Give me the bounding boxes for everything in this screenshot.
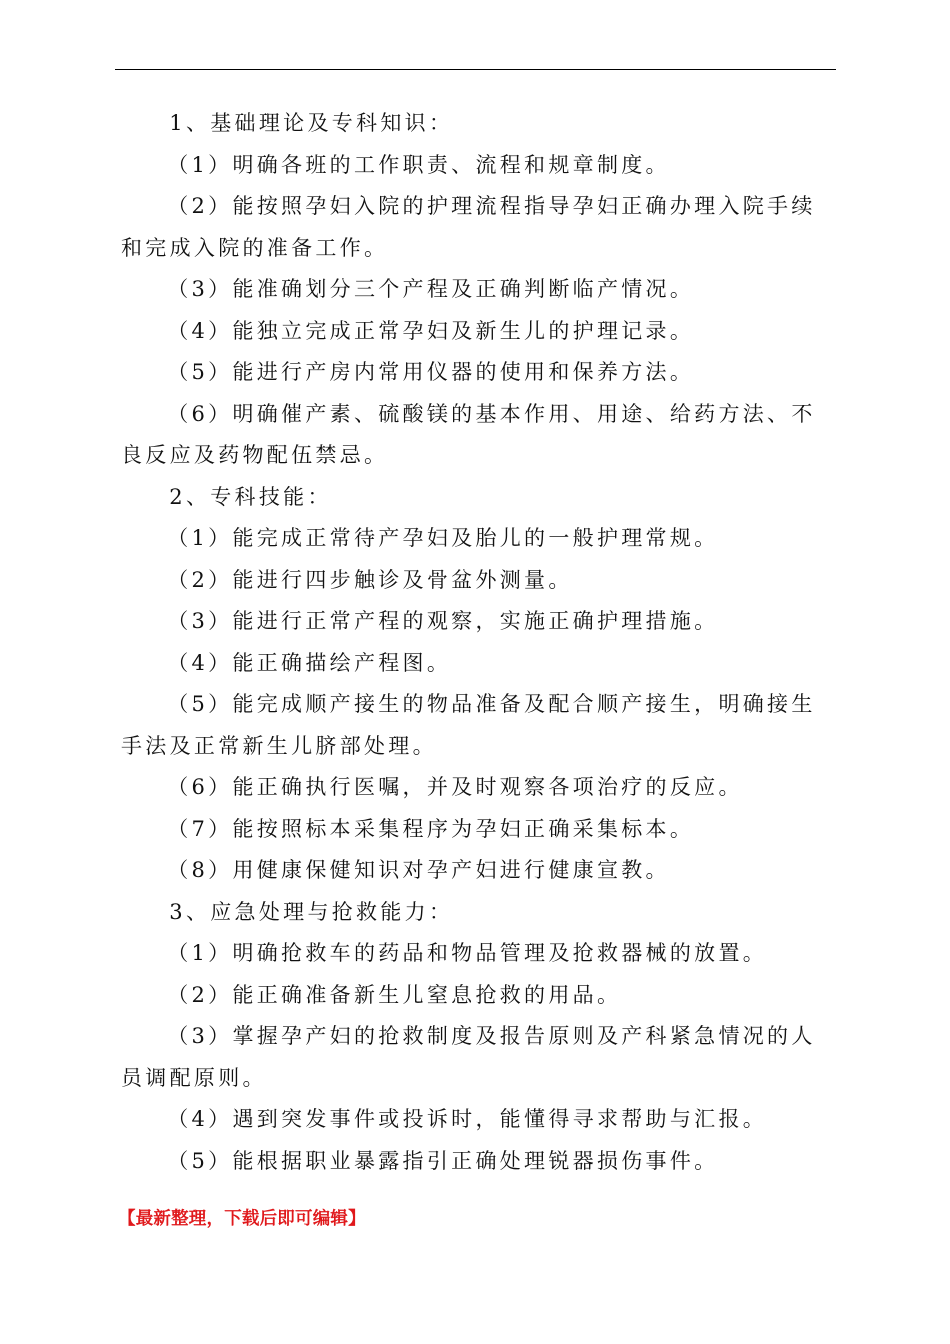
list-item: （4）能独立完成正常孕妇及新生儿的护理记录。 (167, 318, 695, 343)
list-item: （2）能正确准备新生儿窒息抢救的用品。 (167, 982, 622, 1007)
section-heading-specialty-skills: 2、专科技能： (169, 484, 332, 509)
list-item: （7）能按照标本采集程序为孕妇正确采集标本。 (167, 816, 695, 841)
list-item: （1）明确抢救车的药品和物品管理及抢救器械的放置。 (167, 941, 768, 965)
list-item: （8）用健康保健知识对孕产妇进行健康宣教。 (167, 858, 670, 882)
list-item: （1）能完成正常待产孕妇及胎儿的一般护理常规。 (167, 526, 719, 550)
list-item: （3）能进行正常产程的观察，实施正确护理措施。 (167, 609, 719, 633)
list-item: （2）能进行四步触诊及骨盆外测量。 (167, 567, 573, 592)
list-item: （2）能按照孕妇入院的护理流程指导孕妇正确办理入院手续和完成入院的准备工作。 (121, 194, 816, 260)
list-item: （5）能根据职业暴露指引正确处理锐器损伤事件。 (167, 1148, 719, 1173)
header-rule (115, 69, 836, 70)
section-heading-basic-theory: 1、基础理论及专科知识： (169, 111, 454, 135)
list-item: （4）遇到突发事件或投诉时，能懂得寻求帮助与汇报。 (167, 1107, 768, 1131)
list-item: （5）能进行产房内常用仪器的使用和保养方法。 (167, 360, 695, 384)
list-item: （3）掌握孕产妇的抢救制度及报告原则及产科紧急情况的人员调配原则。 (121, 1024, 816, 1090)
list-item: （6）明确催产素、硫酸镁的基本作用、用途、给药方法、不良反应及药物配伍禁忌。 (121, 401, 816, 467)
list-item: （5）能完成顺产接生的物品准备及配合顺产接生，明确接生手法及正常新生儿脐部处理。 (121, 692, 816, 758)
list-item: （1）明确各班的工作职责、流程和规章制度。 (167, 152, 670, 177)
list-item: （3）能准确划分三个产程及正确判断临产情况。 (167, 277, 695, 301)
section-heading-emergency: 3、应急处理与抢救能力： (169, 899, 454, 924)
list-item: （4）能正确描绘产程图。 (167, 650, 452, 675)
list-item: （6）能正确执行医嘱，并及时观察各项治疗的反应。 (167, 775, 743, 799)
document-body (121, 103, 829, 1182)
footer-note: 【最新整理，下载后即可编辑】 (118, 1209, 366, 1229)
